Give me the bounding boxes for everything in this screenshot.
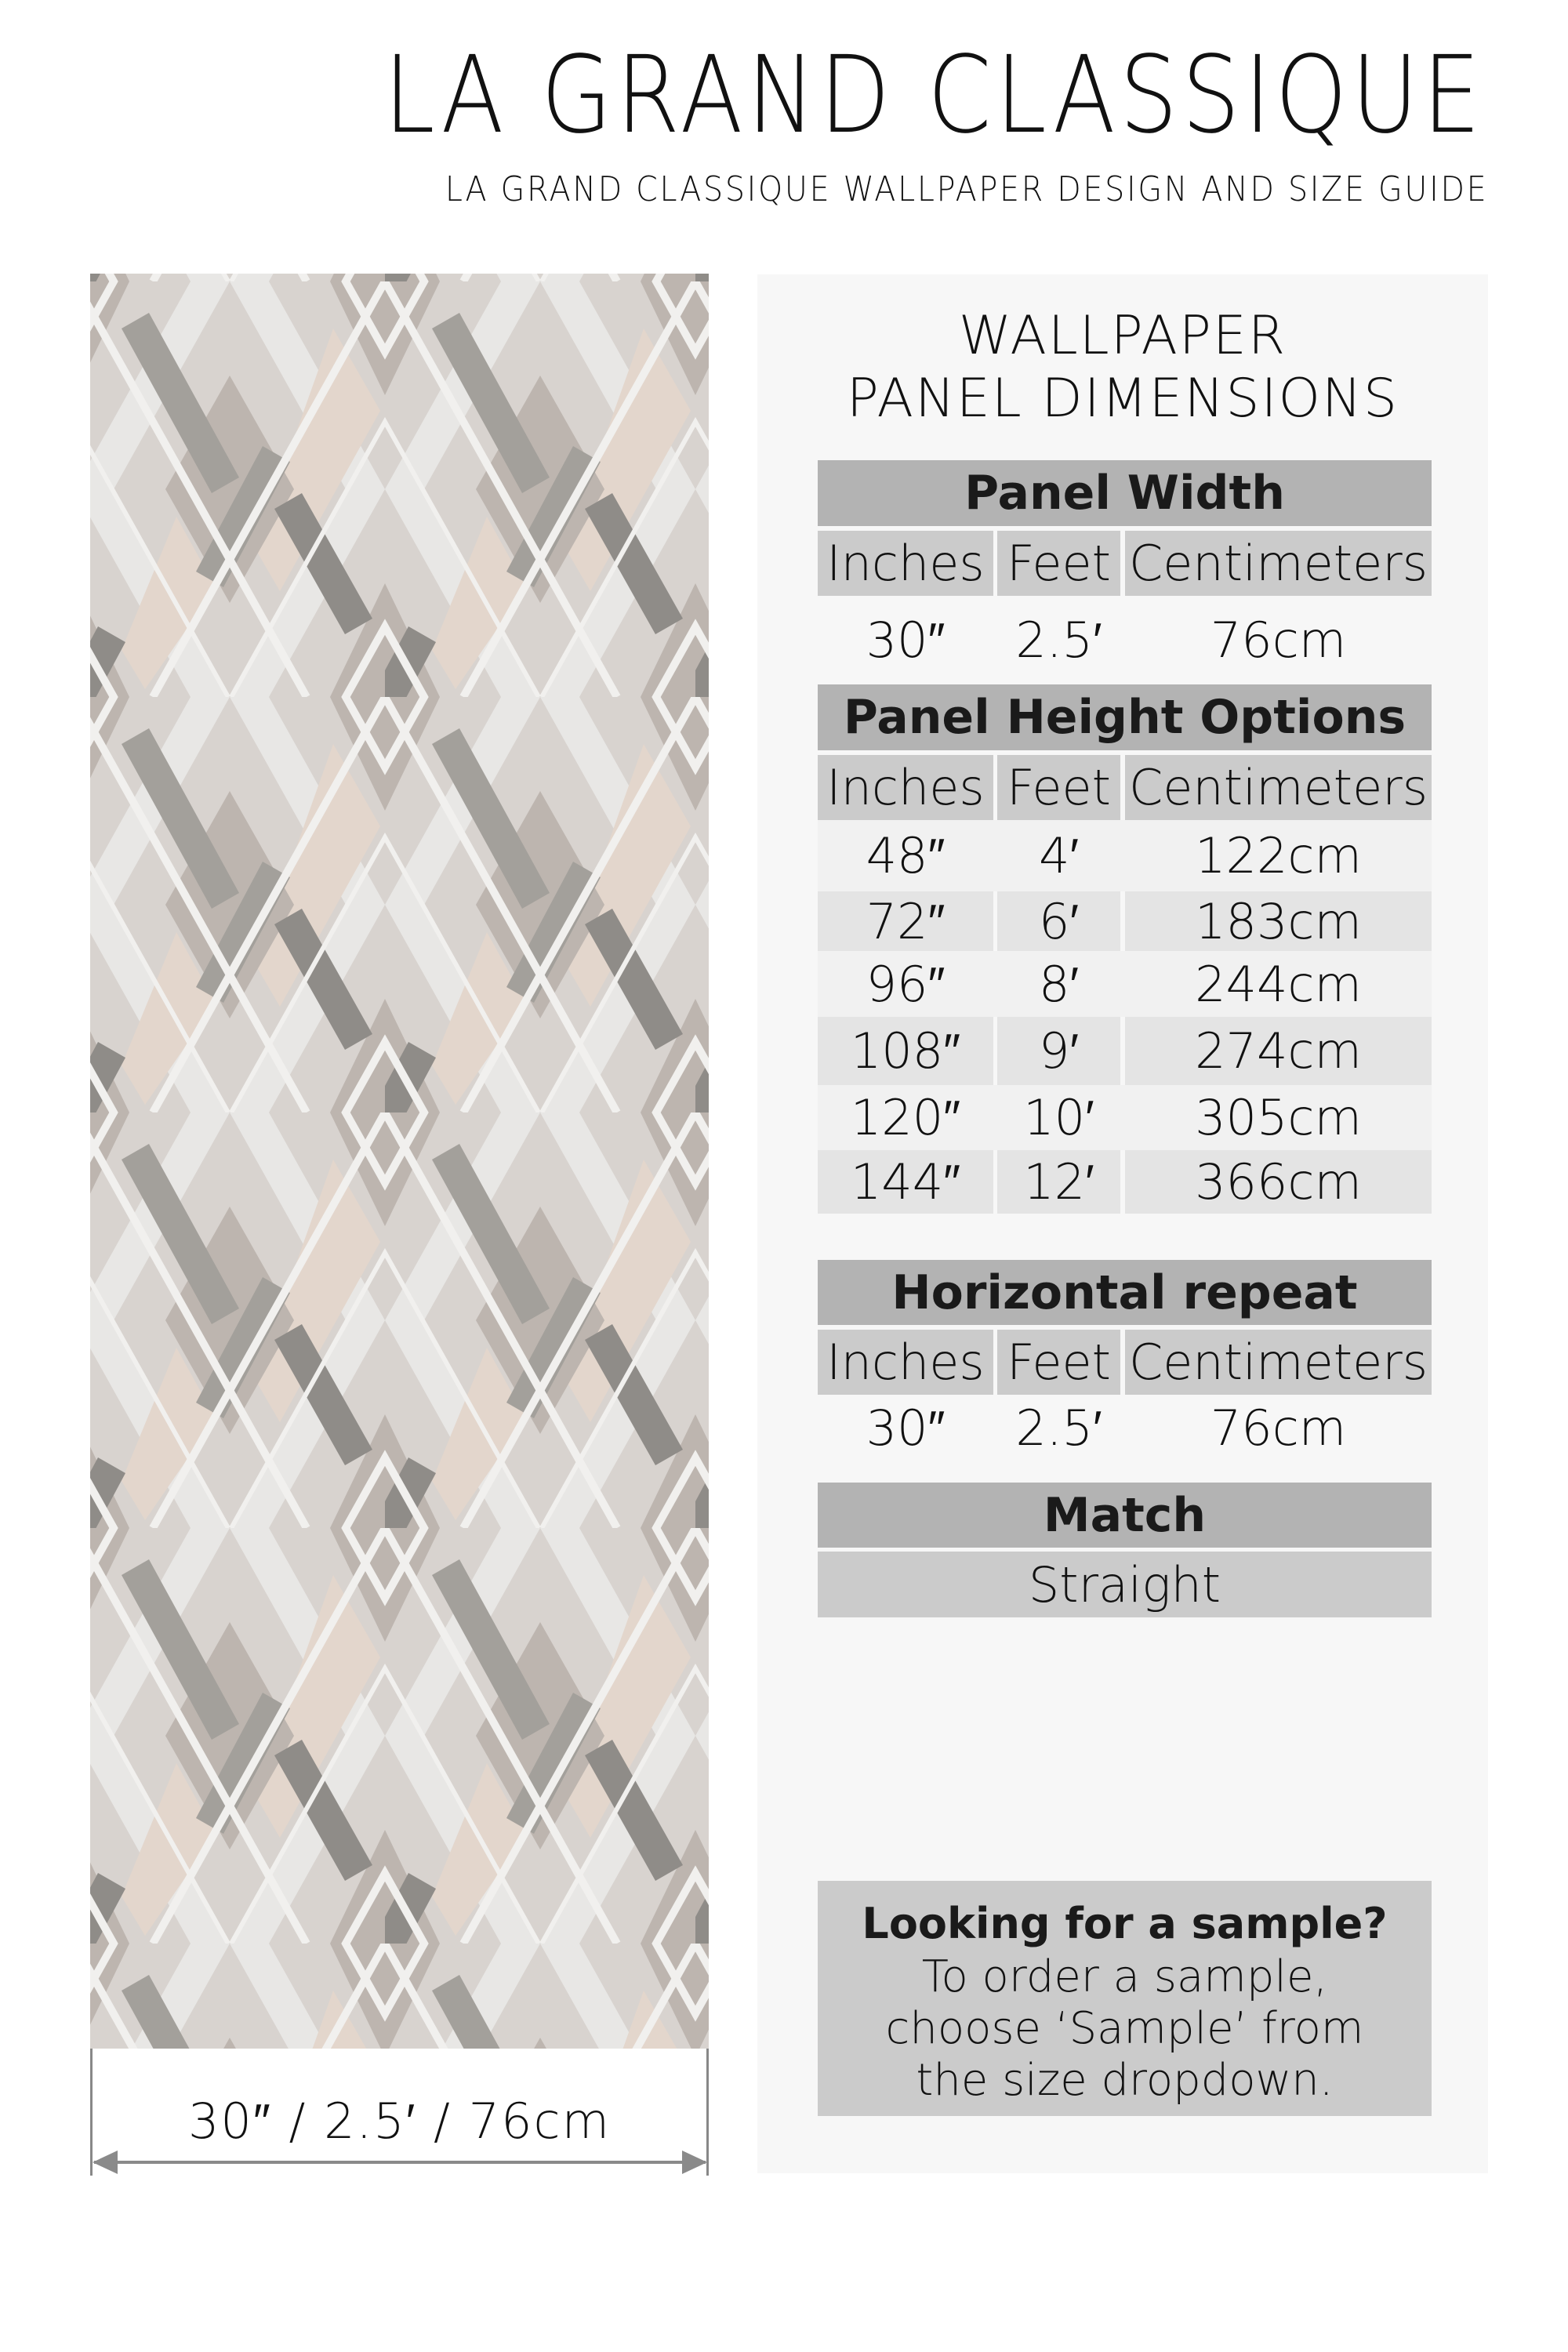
col-centimeters: Centimeters xyxy=(1125,755,1432,820)
repeat-feet-value: 2.5′ xyxy=(1015,1399,1102,1457)
height-feet: 10′ xyxy=(1023,1089,1094,1146)
width-inches-value: 30″ xyxy=(866,612,946,669)
height-cm: 274cm xyxy=(1125,1017,1432,1085)
col-feet: Feet xyxy=(997,531,1120,596)
arrow-right-icon xyxy=(682,2151,707,2174)
height-inches: 72″ xyxy=(818,891,993,951)
sample-info-box xyxy=(818,1881,1432,2116)
col-feet: Feet xyxy=(997,1330,1120,1395)
col-centimeters: Centimeters xyxy=(1125,1330,1432,1395)
dimensions-heading-line1: WALLPAPER xyxy=(958,305,1287,367)
col-centimeters: Centimeters xyxy=(1125,531,1432,596)
arrow-left-icon xyxy=(93,2151,118,2174)
height-cm: 122cm xyxy=(1195,827,1362,884)
dimensions-heading-line2: PANEL DIMENSIONS xyxy=(846,368,1399,430)
measure-line xyxy=(94,2161,706,2164)
sample-title: Looking for a sample? xyxy=(862,1899,1388,1948)
panel-width-label: 30″ / 2.5′ / 76cm xyxy=(187,2092,612,2150)
height-feet: 12′ xyxy=(997,1150,1120,1214)
height-cm: 366cm xyxy=(1125,1150,1432,1214)
height-cm: 183cm xyxy=(1125,891,1432,951)
repeat-cm-value: 76cm xyxy=(1210,1399,1347,1457)
height-cm: 244cm xyxy=(1195,955,1362,1013)
col-inches: Inches xyxy=(818,755,993,820)
repeat-inches-value: 30″ xyxy=(866,1399,946,1457)
height-feet: 4′ xyxy=(1038,827,1080,884)
height-feet: 8′ xyxy=(1038,955,1080,1013)
height-inches: 108″ xyxy=(818,1017,993,1085)
sample-line-3: the size dropdown. xyxy=(916,2055,1334,2106)
col-feet: Feet xyxy=(997,755,1120,820)
brand-title: LA GRAND CLASSIQUE xyxy=(383,34,1484,158)
height-inches: 96″ xyxy=(866,955,946,1013)
match-value: Straight xyxy=(818,1552,1432,1617)
panel-height-header: Panel Height Options xyxy=(818,684,1432,750)
width-cm-value: 76cm xyxy=(1210,612,1347,669)
panel-width-header: Panel Width xyxy=(818,460,1432,526)
horizontal-repeat-header: Horizontal repeat xyxy=(818,1260,1432,1325)
col-inches: Inches xyxy=(818,531,993,596)
sample-line-1: To order a sample, xyxy=(921,1951,1328,2002)
sample-line-2: choose ‘Sample’ from xyxy=(885,2003,1364,2054)
height-inches: 120″ xyxy=(850,1089,961,1146)
height-feet: 9′ xyxy=(997,1017,1120,1085)
guide-subtitle: LA GRAND CLASSIQUE WALLPAPER DESIGN AND SIZE GUIDE xyxy=(445,169,1488,209)
height-feet: 6′ xyxy=(997,891,1120,951)
wallpaper-preview xyxy=(90,274,709,2049)
match-header: Match xyxy=(818,1483,1432,1548)
height-cm: 305cm xyxy=(1195,1089,1362,1146)
height-inches: 144″ xyxy=(818,1150,993,1214)
col-inches: Inches xyxy=(818,1330,993,1395)
diamond-lattice-pattern xyxy=(90,274,709,2049)
width-feet-value: 2.5′ xyxy=(1015,612,1102,669)
height-inches: 48″ xyxy=(866,827,946,884)
